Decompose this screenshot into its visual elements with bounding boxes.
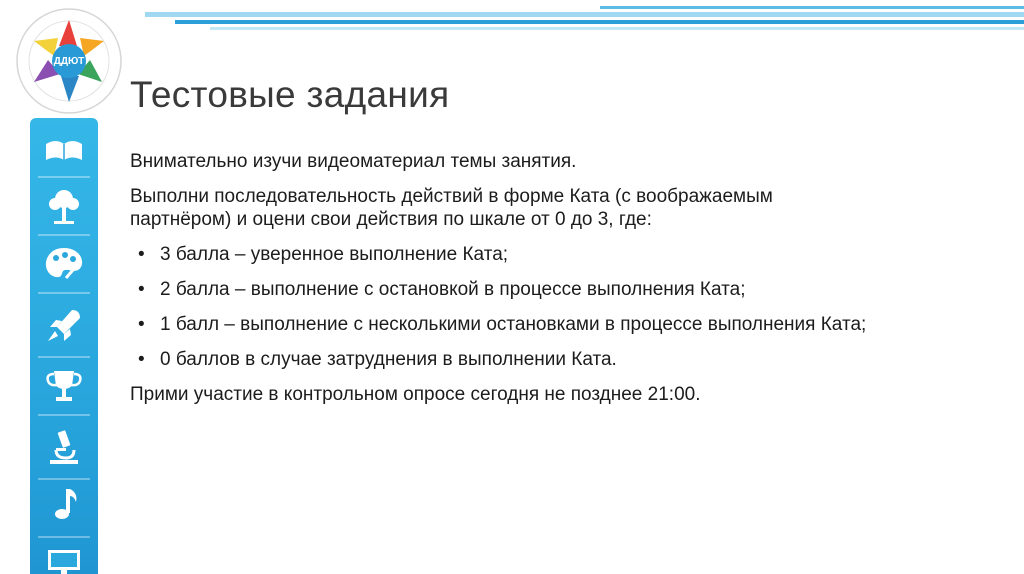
list-item-text: 1 балл – выполнение с несколькими остановками в процессе выполнения Ката; bbox=[160, 314, 867, 335]
bullet-symbol: • bbox=[138, 279, 145, 300]
instruction-paragraph-2: Выполни последовательность действий в форме Ката (с воображаемым партнёром) и оцени свои действия по шкале от 0 до 3, где: bbox=[130, 186, 773, 230]
list-item-text: 0 баллов в случае затруднения в выполнении Ката. bbox=[160, 349, 617, 370]
list-item bbox=[130, 278, 990, 301]
sidebar bbox=[30, 118, 98, 574]
content-body bbox=[130, 150, 990, 418]
bullet-symbol: • bbox=[138, 244, 145, 265]
palette-icon bbox=[30, 238, 98, 290]
music-note-icon bbox=[30, 474, 98, 534]
bullet-symbol: • bbox=[138, 314, 145, 335]
logo bbox=[14, 6, 124, 116]
logo-text: ДДЮТ bbox=[53, 56, 85, 67]
list-item-text: 3 балла – уверенное выполнение Ката; bbox=[160, 244, 509, 265]
instruction-paragraph-3: Прими участие в контрольном опросе сегодня не позднее 21:00. bbox=[130, 384, 701, 405]
grading-list bbox=[130, 243, 990, 371]
instruction-paragraph-1: Внимательно изучи видеоматериал темы занятия. bbox=[130, 151, 577, 172]
list-item bbox=[130, 243, 990, 266]
header-stripes bbox=[0, 0, 1024, 40]
list-item-text: 2 балла – выполнение с остановкой в процессе выполнения Ката; bbox=[160, 279, 746, 300]
rocket-icon bbox=[30, 296, 98, 358]
list-item bbox=[130, 348, 990, 371]
book-icon bbox=[30, 124, 98, 176]
tree-icon bbox=[30, 180, 98, 232]
computer-icon bbox=[30, 538, 98, 574]
bullet-symbol: • bbox=[138, 349, 145, 370]
trophy-icon bbox=[30, 360, 98, 412]
page-title: Тестовые задания bbox=[130, 74, 450, 115]
list-item bbox=[130, 313, 940, 336]
microscope-icon bbox=[30, 418, 98, 478]
